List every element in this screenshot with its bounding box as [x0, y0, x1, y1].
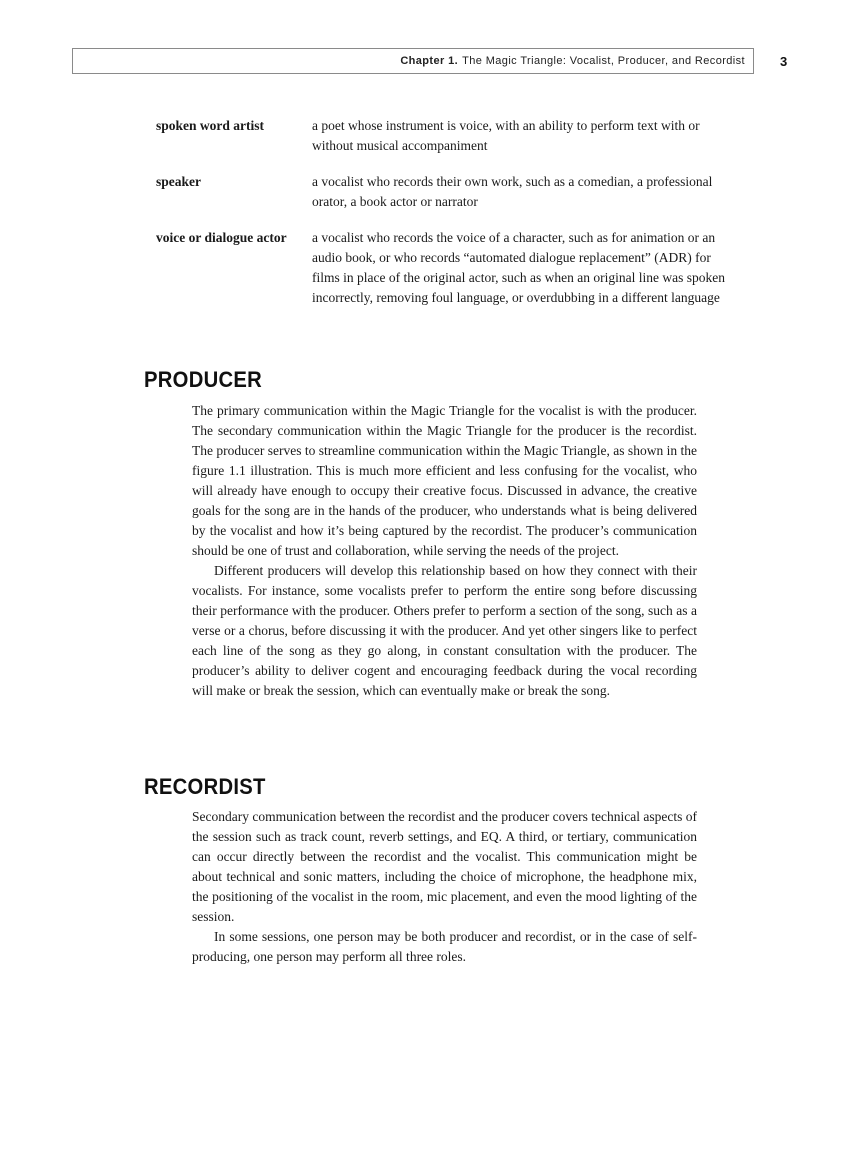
glossary-term: speaker	[156, 174, 201, 189]
body-paragraph: In some sessions, one person may be both producer and recordist, or in the case of self-producing, one person may perform all three roles.	[192, 929, 697, 964]
glossary-definition: a poet whose instrument is voice, with an ability to perform text with or without musical accompaniment	[312, 118, 700, 153]
recordist-section-body	[192, 807, 697, 967]
producer-heading: PRODUCER	[144, 367, 263, 392]
running-head	[72, 48, 754, 74]
body-paragraph: Secondary communication between the recordist and the producer covers technical aspects of the session such as track count, reverb settings, and EQ. A third, or tertiary, communication can occur directly between the recordist and the vocalist. This communication might be about technical and sonic matters, including the choice of microphone, the headphone mix, the positioning of the vocalist in the room, mic placement, and even the mood lighting of the session.	[192, 809, 697, 924]
glossary-list	[156, 116, 726, 324]
producer-section-body	[192, 401, 697, 701]
glossary-term: voice or dialogue actor	[156, 230, 287, 245]
glossary-term: spoken word artist	[156, 118, 265, 133]
page-number: 3	[780, 54, 788, 69]
chapter-number: Chapter 1.	[400, 55, 459, 67]
chapter-title: The Magic Triangle: Vocalist, Producer, and Recordist	[462, 55, 745, 67]
body-paragraph: Different producers will develop this relationship based on how they connect with their vocalists. For instance, some vocalists prefer to perform the entire song before discussing their performance with the producer. Others prefer to perform a section of the song, such as a verse or a chorus, before discussing it with the producer. And yet other singers like to perfect each line of the song as they go along, in constant consultation with the producer. The producer’s ability to deliver cogent and encouraging feedback during the vocal recording will make or break the session, which can eventually make or break the song.	[192, 563, 697, 698]
glossary-definition: a vocalist who records their own work, such as a comedian, a professional orator, a book actor or narrator	[312, 174, 713, 209]
glossary-entry	[156, 172, 726, 212]
body-paragraph: The primary communication within the Magic Triangle for the vocalist is with the producer. The secondary communication within the Magic Triangle for the producer is the recordist. The producer serves to streamline communication within the Magic Triangle, as shown in the figure 1.1 illustration. This is much more efficient and less confusing for the vocalist, who will already have enough to occupy their creative focus. Discussed in advance, the creative goals for the song are in the hands of the producer, who understands what is being delivered by the vocalist and how it’s being captured by the recordist. The producer’s communication should be one of trust and collaboration, while serving the needs of the project.	[192, 403, 697, 558]
glossary-definition: a vocalist who records the voice of a character, such as for animation or an audio book, or who records “automated dialogue replacement” (ADR) for films in place of the original actor, such as when an original line was spoken incorrectly, removing foul language, or overdubbing in a different language	[312, 230, 725, 305]
recordist-heading: RECORDIST	[144, 774, 266, 799]
glossary-entry	[156, 116, 726, 156]
glossary-entry	[156, 228, 726, 308]
